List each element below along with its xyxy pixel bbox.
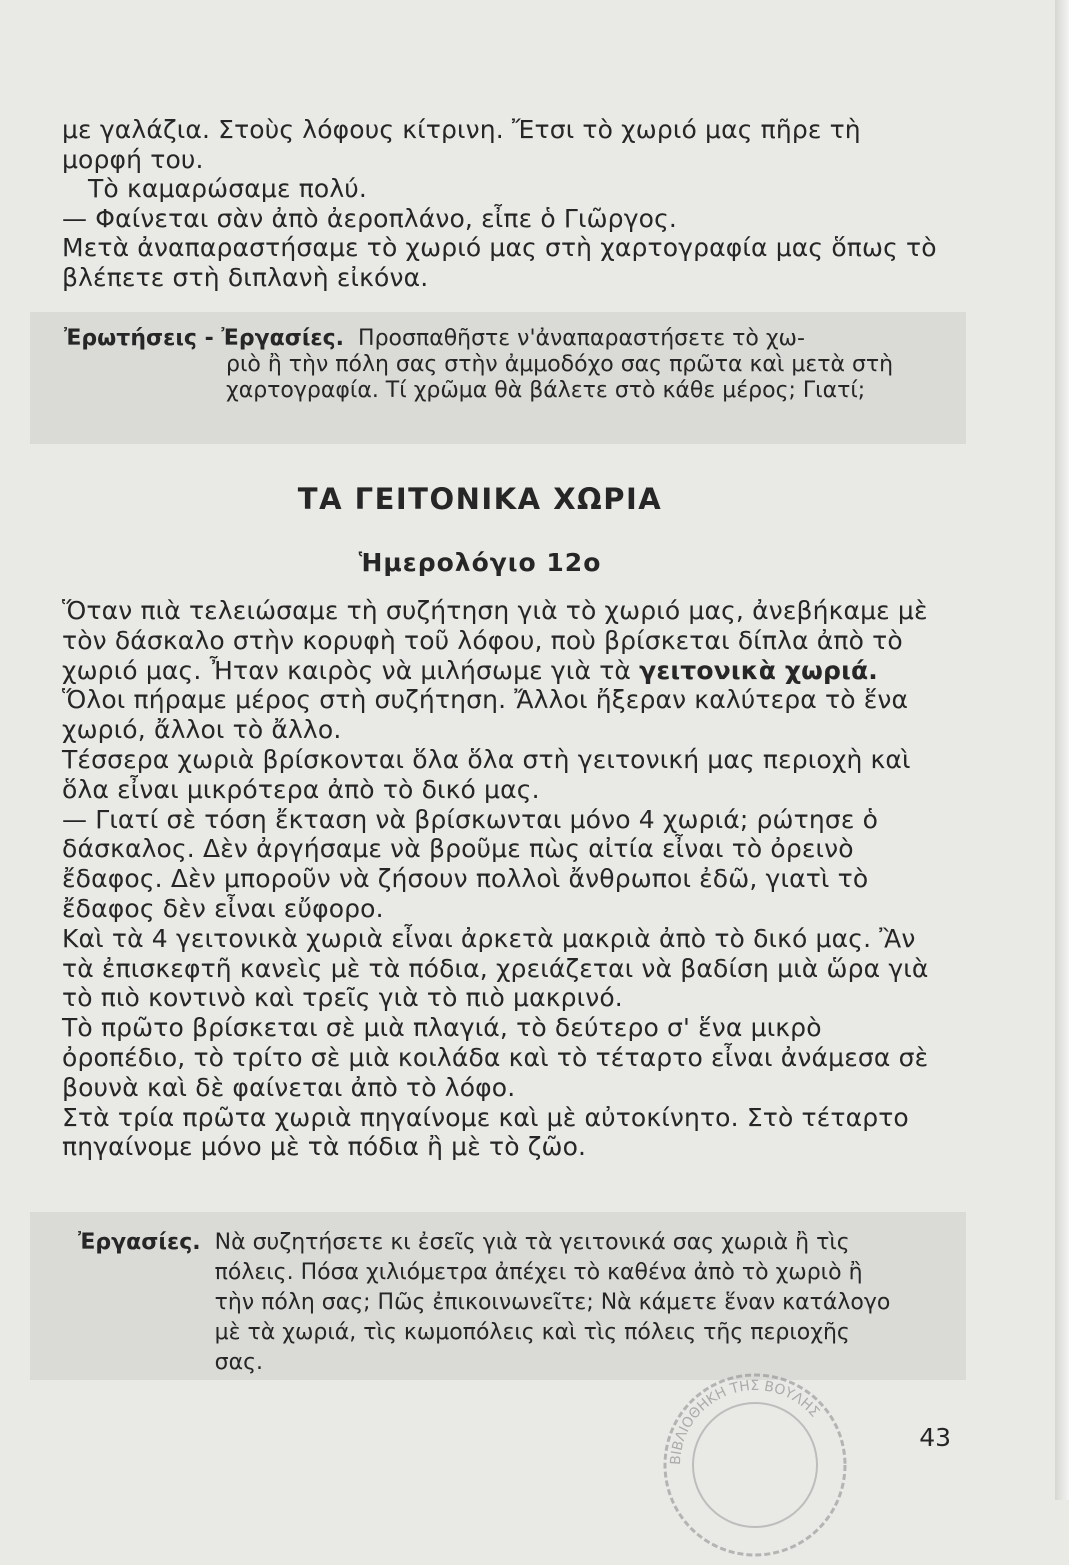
paragraph: Τὸ πρῶτο βρίσκεται σὲ μιὰ πλαγιά, τὸ δεύτερο σ' ἕνα μικρὸ ὀροπέδιο, τὸ τρίτο σὲ μιὰ κοιλάδα καὶ τὸ τέταρτο εἶναι ἀνάμεσα σὲ βουνὰ καὶ δὲ φαίνεται ἀπὸ τὸ λόφο. — [62, 1013, 929, 1102]
paragraph: — Γιατί σὲ τόση ἔκταση νὰ βρίσκωνται μόνο 4 χωριά; ρώτησε ὁ δάσκαλος. Δὲν ἀργήσαμε νὰ βροῦμε πὼς αἰτία εἶναι τὸ ὀρεινὸ ἔδαφος. Δὲν μποροῦν νὰ ζήσουν πολλοὶ ἄνθρωποι ἐδῶ, γιατὶ τὸ ἔδαφος δὲν εἶναι εὔφορο. — [62, 804, 879, 923]
main-text — [62, 596, 942, 1162]
paragraph: Στὰ τρία πρῶτα χωριὰ πηγαίνομε καὶ μὲ αὐτοκίνητο. Στὸ τέταρτο πηγαίνομε μόνο μὲ τὰ πόδια ἢ μὲ τὸ ζῶο. — [62, 1102, 909, 1162]
paragraph: Τέσσερα χωριὰ βρίσκονται ὅλα ὅλα στὴ γειτονική μας περιοχὴ καὶ ὅλα εἶναι μικρότερα ἀπὸ τὸ δικό μας. — [62, 744, 911, 804]
intro-paragraph: Μετὰ ἀναπαραστήσαμε τὸ χωριό μας στὴ χαρτογραφία μας ὅπως τὸ βλέπετε στὴ διπλανὴ εἰκόνα. — [62, 233, 937, 292]
intro-paragraph: — Φαίνεται σὰν ἀπὸ ἀεροπλάνο, εἶπε ὁ Γιῶργος. — [62, 203, 678, 233]
paragraph — [62, 596, 942, 685]
tasks-box — [30, 1212, 966, 1380]
intro-paragraph: με γαλάζια. Στοὺς λόφους κίτρινη. Ἔτσι τὸ χωριό μας πῆρε τὴ μορφή του. — [62, 115, 861, 174]
intro-text — [62, 115, 942, 293]
intro-paragraph: Τὸ καμαρώσαμε πολύ. — [88, 174, 368, 204]
library-stamp — [655, 1365, 855, 1565]
tasks-label: Ἐργασίες. — [78, 1230, 201, 1255]
paragraph-text: Ὅταν πιὰ τελειώσαμε τὴ συζήτηση γιὰ τὸ χωριό μας, ἀνεβήκαμε μὲ τὸν δάσκαλο στὴν κορυφὴ τοῦ λόφου, ποὺ βρίσκεται δίπλα ἀπὸ τὸ χωριό μας. Ἦταν καιρὸς νὰ μιλήσωμε γιὰ τὰ — [62, 596, 928, 685]
paragraph: Καὶ τὰ 4 γειτονικὰ χωριὰ εἶναι ἀρκετὰ μακριὰ ἀπὸ τὸ δικό μας. Ἂν τὰ ἐπισκεφτῆ κανεὶς μὲ τὰ πόδια, χρειάζεται νὰ βαδίση μιὰ ὥρα γιὰ τὸ πιὸ κοντινὸ καὶ τρεῖς γιὰ τὸ πιὸ μακρινό. — [62, 923, 929, 1013]
stamp-text: ΒΙΒΛΙΟΘΗΚΗ ΤΗΣ ΒΟΥΛΗΣ — [667, 1377, 823, 1466]
bold-term: γειτονικὰ χωριά. — [639, 655, 878, 685]
paragraph: Ὅλοι πήραμε μέρος στὴ συζήτηση. Ἄλλοι ἤξεραν καλύτερα τὸ ἕνα χωριό, ἄλλοι τὸ ἄλλο. — [62, 685, 909, 745]
questions-label: Ἐρωτήσεις - Ἐργασίες. — [64, 326, 345, 351]
diary-heading: Ἡμερολόγιο 12ο — [358, 548, 602, 577]
tasks-text: Νὰ συζητήσετε κι ἐσεῖς γιὰ τὰ γειτονικά σας χωριὰ ἢ τὶς πόλεις. Πόσα χιλιόμετρα ἀπέχει τὸ καθένα ἀπὸ τὸ χωριὸ ἢ τὴν πόλη σας; Πῶς ἐπικοινωνεῖτε; Νὰ κάμετε ἕναν κατάλογο μὲ τὰ χωριά, τὶς κωμοπόλεις καὶ τὶς πόλεις τῆς περιοχῆς σας. — [214, 1230, 891, 1375]
page-edge — [1055, 0, 1069, 1500]
page-number: 43 — [919, 1423, 951, 1452]
section-title: ΤΑ ΓΕΙΤΟΝΙΚΑ ΧΩΡΙΑ — [297, 482, 663, 516]
questions-text: ριὸ ἢ τὴν πόλη σας στὴν ἀμμοδόχο σας πρῶτα καὶ μετὰ στὴ χαρτογραφία. Τί χρῶμα θὰ βάλετε στὸ κάθε μέρος; Γιατί; — [226, 352, 894, 403]
questions-box — [30, 312, 966, 444]
questions-text-first-line: Προσπαθῆστε ν'ἀναπαραστήσετε τὸ χω- — [358, 326, 805, 351]
